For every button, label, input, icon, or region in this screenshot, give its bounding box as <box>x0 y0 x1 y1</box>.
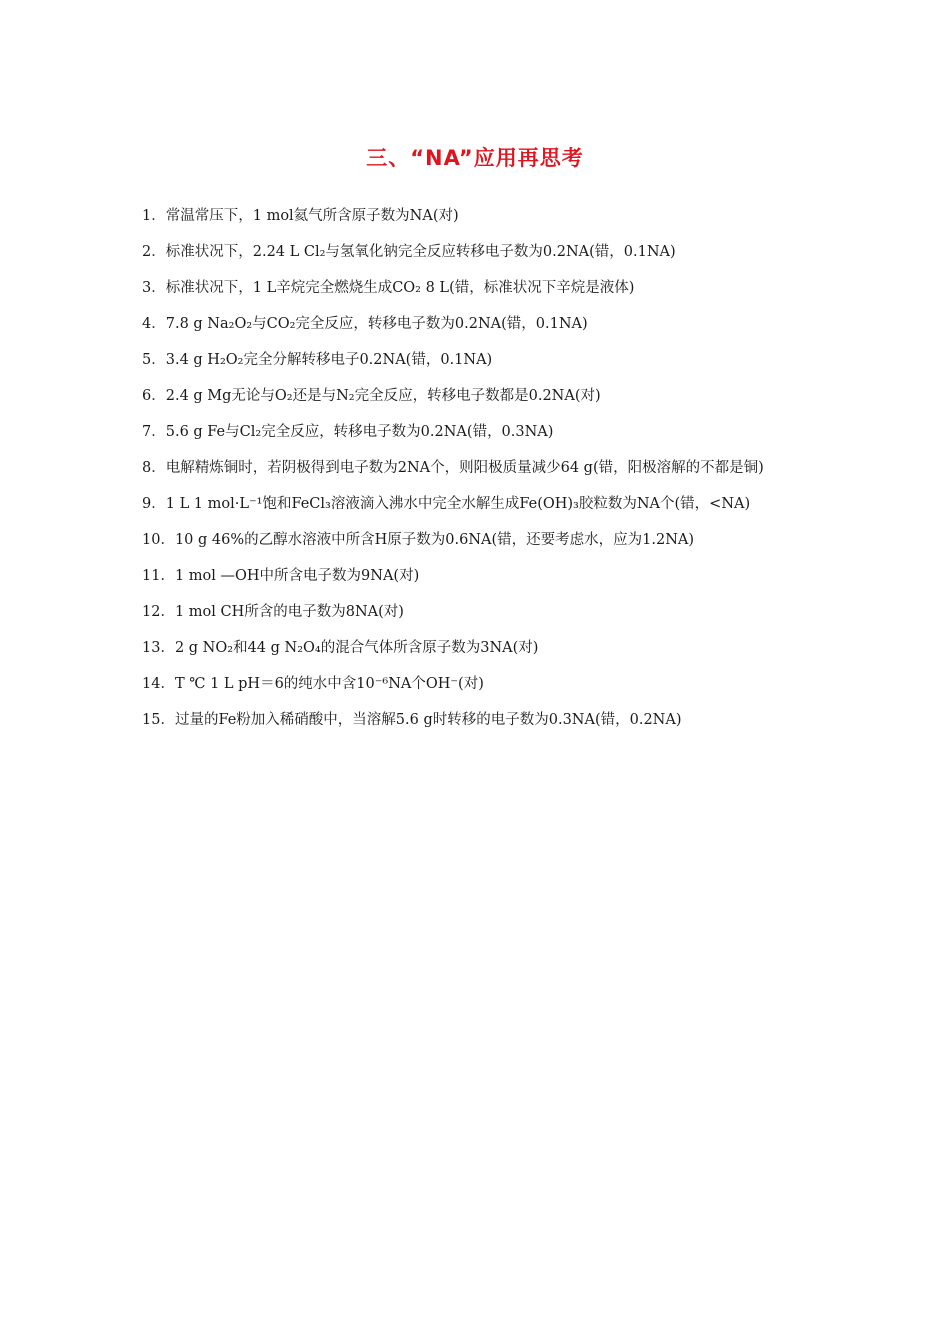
item-text: 7.8 g Na₂O₂与CO₂完全反应，转移电子数为0.2NA(错，0.1NA) <box>165 316 588 332</box>
item-text: 5.6 g Fe与Cl₂完全反应，转移电子数为0.2NA(错，0.3NA) <box>165 424 554 440</box>
item-text: 3.4 g H₂O₂完全分解转移电子0.2NA(错，0.1NA) <box>165 352 493 368</box>
item-number: 5． <box>142 352 166 368</box>
list-item <box>142 306 822 342</box>
item-text: 2 g NO₂和44 g N₂O₄的混合气体所含原子数为3NA(对) <box>174 640 539 656</box>
item-text: 标准状况下，2.24 L Cl₂与氢氧化钠完全反应转移电子数为0.2NA(错，0.1NA) <box>165 244 676 260</box>
list-item <box>142 234 822 270</box>
list-item <box>142 450 822 486</box>
item-text: 标准状况下，1 L辛烷完全燃烧生成CO₂ 8 L(错，标准状况下辛烷是液体) <box>165 280 635 296</box>
item-text: 电解精炼铜时，若阴极得到电子数为2NA个，则阳极质量减少64 g(错，阳极溶解的不都是铜) <box>165 460 764 476</box>
list-item <box>142 342 822 378</box>
item-number: 11． <box>142 568 175 584</box>
item-text: 1 L 1 mol·L⁻¹饱和FeCl₃溶液滴入沸水中完全水解生成Fe(OH)₃胶粒数为NA个(错，<NA) <box>165 496 751 512</box>
item-number: 10． <box>142 532 175 548</box>
item-text: 2.4 g Mg无论与O₂还是与N₂完全反应，转移电子数都是0.2NA(对) <box>165 388 601 404</box>
item-text: 过量的Fe粉加入稀硝酸中，当溶解5.6 g时转移的电子数为0.3NA(错，0.2NA) <box>174 712 682 728</box>
item-number: 4． <box>142 316 166 332</box>
item-number: 2． <box>142 244 166 260</box>
question-list <box>142 198 822 738</box>
item-text: 1 mol CH所含的电子数为8NA(对) <box>174 604 404 620</box>
list-item <box>142 486 822 522</box>
item-text: 常温常压下，1 mol氦气所含原子数为NA(对) <box>165 208 459 224</box>
item-number: 15． <box>142 712 175 728</box>
item-number: 6． <box>142 388 166 404</box>
item-number: 7． <box>142 424 166 440</box>
item-text: 10 g 46%的乙醇水溶液中所含H原子数为0.6NA(错，还要考虑水，应为1.2NA) <box>174 532 695 548</box>
list-item <box>142 702 822 738</box>
list-item <box>142 594 822 630</box>
section-title: 三、“NA”应用再思考 <box>366 146 584 170</box>
item-number: 9． <box>142 496 166 512</box>
item-text: T ℃ 1 L pH＝6的纯水中含10⁻⁶NA个OH⁻(对) <box>174 676 484 692</box>
item-number: 1． <box>142 208 166 224</box>
list-item <box>142 522 822 558</box>
item-text: 1 mol —OH中所含电子数为9NA(对) <box>174 568 420 584</box>
item-number: 12． <box>142 604 175 620</box>
item-number: 3． <box>142 280 166 296</box>
list-item <box>142 378 822 414</box>
item-number: 13． <box>142 640 175 656</box>
list-item <box>142 198 822 234</box>
list-item <box>142 558 822 594</box>
list-item <box>142 270 822 306</box>
list-item <box>142 630 822 666</box>
list-item <box>142 414 822 450</box>
item-number: 14． <box>142 676 175 692</box>
list-item <box>142 666 822 702</box>
item-number: 8． <box>142 460 166 476</box>
